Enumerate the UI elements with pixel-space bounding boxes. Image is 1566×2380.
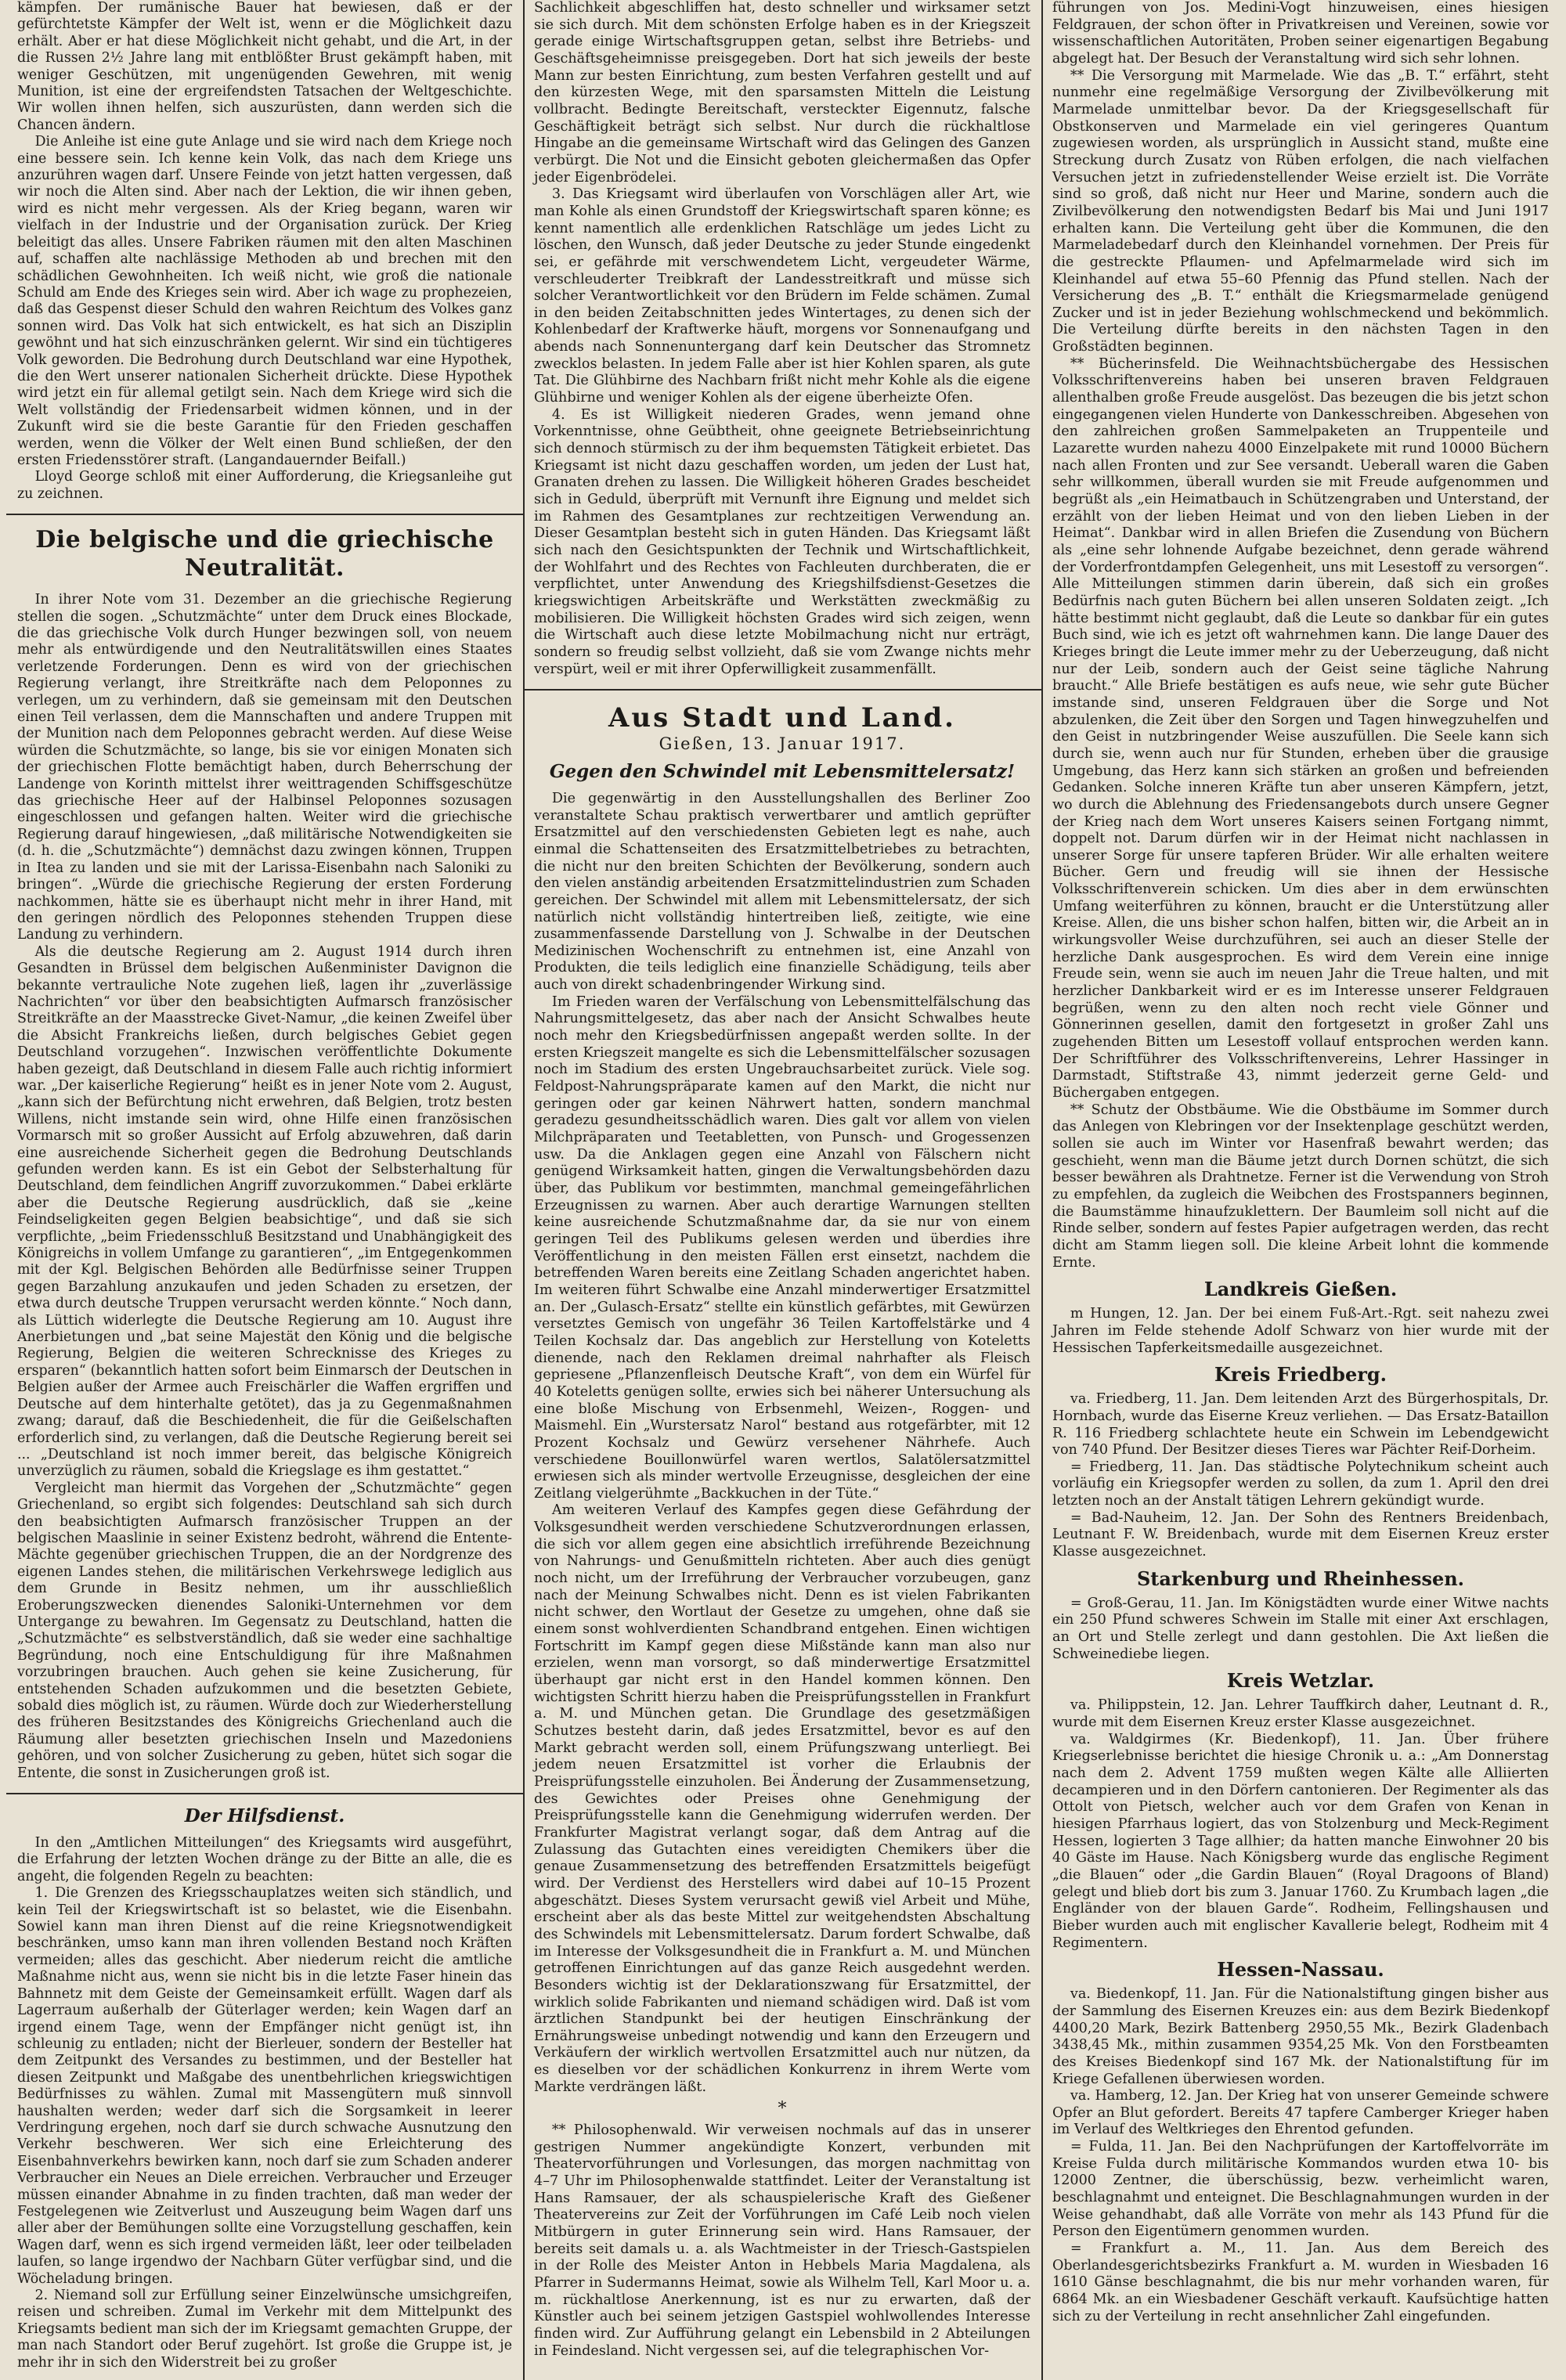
paragraph: Am weiteren Verlauf des Kampfes gegen diese Gefährdung der Volksgesundheit werden verschiedene Schutzverordnungen erlassen, die sich vor allem gegen eine absichtlich irreführende Bezeichnung von Nahrungs- und Genußmitteln richteten. Aber auch dies genügt noch nicht, um der Irreführung der Verbraucher vorzubeugen, ganz nach der Meinung Schwalbes nicht. Denn es ist vielen Fabrikanten nicht schwer, den Wortlaut der Gesetze zu umgehen, ohne daß sie einem sonst wohlverdienten Schandbrand entgehen. Einen wichtigen Fortschritt im Kampf gegen diese Mißstände kann man also nur erzielen, wenn man vorsorgt, so daß minderwertige Ersatzmittel überhaupt gar nicht erst in den Handel kommen können. Den wichtigsten Schritt hierzu haben die Preisprüfungsstellen in Frankfurt a. M. und München getan. Die Grundlage des gesetzmäßigen Schutzes besteht darin, daß jedes Ersatzmittel, bevor es auf den Markt gebracht werden soll, einem Prüfungszwang unterliegt. Bei jedem neuen Ersatzmittel ist vorher die Erlaubnis der Preisprüfungsstelle einzuholen. Bei Änderung der Zusammensetzung, des Gewichtes oder Preises ohne Genehmigung der Preisprüfungsstelle kann die Genehmigung widerrufen werden. Der Frankfurter Magistrat verlangt sogar, daß dem Antrag auf die Zulassung das Gutachten eines vereidigten Chemikers über die genaue Zusammensetzung des betreffenden Ersatzmittels beigefügt wird. Der Verdienst des Herstellers wird dabei auf 10–15 Prozent abgeschätzt. Dieses System verursacht gewiß viel Arbeit und Mühe, erscheint aber als das beste Mittel zur weitgehendsten Abschaltung des Schwindels mit Lebensmittelersatz. Darum fordert Schwalbe, daß im Interesse der Volksgesundheit die in Frankfurt a. M. und München getroffenen Einrichtungen auf das ganze Reich ausgedehnt werden. Besonders wichtig ist der Deklarationszwang für Ersatzmittel, der wirklich solide Fabrikanten und niemand schädigen wird. Daß ist vom ärztlichen Standpunkt bei der heutigen Einschränkung der Ernährungsweise unbedingt notwendig und kann den Erzeugern und Verkäufern der wirklich wertvollen Ersatzmittel auch nur nützen, da es dieselben vor der schädlichen Konkurrenz in ihrem Werte vom Markte verdrängen läßt. [534,1502,1030,2095]
paragraph: In den „Amtlichen Mitteilungen“ des Kriegsamts wird ausgeführt, die Erfahrung der letzten Wochen dränge zu der Bitte an alle, die es angeht, die folgenden Regeln zu beachten: [17,1835,512,1884]
paragraph: führungen von Jos. Medini-Vogt hinzuweisen, eines hiesigen Feldgrauen, der schon öfter in Privatkreisen und Vereinen, sowie vor wissenschaftlichen Autoritäten, Proben seiner eigenartigen Begabung abgelegt hat. Der Besuch der Veranstaltung wird sich sehr lohnen. [1052,0,1549,67]
paragraph: Als die deutsche Regierung am 2. August 1914 durch ihren Gesandten in Brüssel dem belgischen Außenminister Davignon die bekannte vertrauliche Note zugehen ließ, lagen ihr „zuverlässige Nachrichten“ vor über den beabsichtigten Aufmarsch französischer Streitkräfte an der Maasstrecke Givet-Namur, „die keinen Zweifel über die Absicht Frankreichs ließen, durch belgisches Gebiet gegen Deutschland vorzugehen“. Inzwischen veröffentlichte Dokumente haben gezeigt, daß Deutschland in diesem Falle auch richtig informiert war. „Der kaiserliche Regierung“ heißt es in jener Note vom 2. August, „kann sich der Befürchtung nicht erwehren, daß Belgien, trotz besten Willens, nicht imstande sein wird, ohne Hilfe einen französischen Vormarsch mit so großer Aussicht auf Erfolg abzuwehren, daß darin eine ausreichende Sicherheit gegen die Bedrohung Deutschlands gefunden werden kann. Es ist ein Gebot der Selbsterhaltung für Deutschland, dem feindlichen Angriff zuvorzukommen.“ Dabei erklärte aber die Deutsche Regierung ausdrücklich, daß sie „keine Feindseligkeiten gegen Belgien beabsichtige“, und daß sie sich verpflichte, „beim Friedensschluß Besitzstand und Unabhängigkeit des Königreichs in vollem Umfange zu garantieren“, „im Entgegenkommen mit der Kgl. Belgischen Behörden alle Bedürfnisse seiner Truppen gegen Barzahlung anzukaufen und jeden Schaden zu ersetzen, der etwa durch deutsche Truppen verursacht werden könnte.“ Noch dann, als Lüttich widerlegte die Deutsche Regierung am 10. August ihre Anerbietungen und „bat seine Majestät den König und die belgische Regierung, Belgien die weiteren Schrecknisse des Krieges zu ersparen“ (bekanntlich hatten sofort beim Einmarsch der Deutschen in Belgien außer der Armee auch Freischärler die Waffen ergriffen und Deutsche auf dem hinterhalte getötet), das ja zu Gegenmaßnahmen zwang; darauf, daß die Beschiedenheit, die für die Geißelschaften erforderlich sind, zu verlangen, daß die Deutsche Regierung bereit sei ... „Deutschland ist noch immer bereit, das belgische Königreich unverzüglich zu räumen, sobald die Kriegslage es ihm gestattet.“ [17,943,512,1480]
column-1 [6,0,523,2380]
paragraph: va. Waldgirmes (Kr. Biedenkopf), 11. Jan. Über frühere Kriegserlebnisse berichtet die hiesige Chronik u. a.: „Am Donnerstag nach dem 2. Advent 1759 mußten wegen Kälte alle Alliierten decampieren und in den Dörfern cantonieren. Der Regimenter als das Ottolt von Pietsch, welcher auch vor dem Grafen von Kenan in hiesigen Pfarrhaus logiert, das von Stolzenburg und Meck-Regiment Hessen, logierten 3 Tage allhier; da hatten manche Einwohner 20 bis 40 Gäste im Hause. Nach Königsberg wurde das englische Regiment „die Blauen“ oder „die Gardin Blauen“ (Royal Dragoons of Bland) gelegt und blieb dort bis zum 3. Januar 1760. Zu Krumbach lagen „die Engländer von der blauen Garde“. Rodheim, Fellingshausen und Bieber wurden auch mit englischer Kavallerie belegt, Rodheim mit 4 Regimentern. [1052,1731,1549,1951]
article-headline: Gegen den Schwindel mit Lebensmittelersatz! [549,760,1016,782]
paragraph: ** Bücherinsfeld. Die Weihnachtsbüchergabe des Hessischen Volksschriftenvereins haben bei unseren braven Feldgrauen allenthalben große Freude ausgelöst. Das bezeugen die bis jetzt schon eingegangenen vielen Hunderte von Dankesschreiben. Abgesehen von den zahlreichen großen Sammelpaketen an Truppenteile und Lazarette wurden nahezu 4000 Einzelpakete mit rund 10000 Büchern nach allen Fronten und zur See versandt. Ueberall waren die Gaben sehr willkommen, überall wurden sie mit Freude aufgenommen und begrüßt als „ein Heimatbauch in Schützengraben und Unterstand, der erzählt von der lieben Heimat und von den lieben Lieben in der Heimat“. Dankbar wird in allen Briefen die Zusendung von Büchern als „eine sehr lohnende Aufgabe bezeichnet, denn gerade während der Vorderfrontdampfen Gelegenheit, uns mit Lesestoff zu versorgen“. Alle Mitteilungen stimmen darin überein, daß sich ein großes Bedürfnis nach guten Büchern bei allen unseren Soldaten zeigt. „Ich hätte bestimmt nicht geglaubt, daß die Leute so dankbar für ein gutes Buch sind, wie ich es jetzt oft wahrnehmen kann. Die lange Dauer des Krieges bringt die Leute immer mehr zu der Ueberzeugung, daß nicht nur der Leib, sondern auch der Geist seine tägliche Nahrung braucht.“ Alle Briefe bestätigen es aufs neue, wie sehr gute Bücher imstande sind, unseren Feldgrauen über die Sorge und Not abzulenken, die Zeit über den Sorgen und Tagen hinwegzuhelfen und den Geist in nutzbringender Weise auszufüllen. Die Seele kann sich durch sie, wenn auch nur für Stunden, erheben über die grausige Umgebung, das Herz kann sich stärken an großen und befreienden Gedanken. Solche inneren Kräfte tun aber unseren Kämpfern, jetzt, wo durch die Ablehnung des Friedensangebots durch unsere Gegner der Krieg nach dem Wort unseres Kaisers seinen Fortgang nimmt, doppelt not. Darum dürfen wir in der Heimat nicht nachlassen in unserer Sorge für unsere tapferen Brüder. Wir alle erhalten weitere Bücher. Gern und freudig will sie ihnen der Hessische Volksschriftenverein schicken. Um dies aber in dem erwünschten Umfang weiterführen zu können, braucht er die Unterstützung aller Kreise. Allen, die uns bisher schon halfen, bitten wir, die Arbeit an in wirkungsvoller Weise durchzuführen, sei auch an dieser Stelle der herzliche Dank ausgesprochen. Es wird dem Verein eine innige Freude sein, wenn sie auch im neuen Jahr die Treue halten, und mit herzlicher Dankbarkeit wird er es im Interesse unserer Feldgrauen begrüßen, wenn zu den alten noch recht viele Gönner und Gönnerinnen gesellen, damit den fortgesetzt in großer Zahl uns zugehenden Bitten um Lesestoff vollauf entsprochen werden kann. Der Schriftführer des Volksschriftenvereins, Lehrer Hassinger in Darmstadt, Stiftstraße 43, nimmt jederzeit gerne Geld- und Büchergaben entgegen. [1052,355,1549,1101]
column-3 [1041,0,1560,2380]
paragraph: 3. Das Kriegsamt wird überlaufen von Vorschlägen aller Art, wie man Kohle als einen Grundstoff der Kriegswirtschaft sparen könne; es kennt namentlich alle erdenklichen Ratschläge um jedes Licht zu löschen, den Wunsch, daß jeder Deutsche zu jeder Stunde eingedenkt sei, er gefährde mit verschwendetem Licht, vergeudeter Wärme, verschleuderter Treibkraft der Landesstreitkraft und müsse sich solcher Verantwortlichkeit vor den Brüdern im Felde schämen. Zumal in den beiden Zeitabschnitten jedes Wintertages, zu denen sich der Kohlenbedarf der Kraftwerke häuft, morgens vor Sonnenaufgang und abends nach Sonnenuntergang darf kein Deutscher das Stromnetz zwecklos belasten. In jedem Falle aber ist hier Kohlen sparen, als gute Tat. Die Glühbirne des Nachbarn frißt nicht mehr Kohle als die eigene Glühbirne und weniger Kohlen als der eigene überheizte Ofen. [534,186,1030,406]
section-heading: Kreis Friedberg. [1214,1363,1387,1387]
paragraph: va. Hamberg, 12. Jan. Der Krieg hat von unserer Gemeinde schwere Opfer an Blut gefordert. Bereits 47 tapfere Camberger Krieger haben im Verlauf des Weltkrieges den Ehrentod gefunden. [1052,2088,1549,2138]
paragraph: 4. Es ist Willigkeit niederen Grades, wenn jemand ohne Vorkenntnisse, ohne Geübtheit, ohne geeignete Betriebseinrichtung sich dennoch stürmisch zu der ihm bequemsten Tätigkeit erbietet. Das Kriegsamt ist nicht dazu geschaffen worden, um jeden der Lust hat, Granaten drehen zu lassen. Die Willigkeit höheren Grades bescheidet sich in Geduld, überprüft mit Vernunft ihre Eignung und meldet sich im Rahmen des Gesamtplanes zur rechtzeitigen Verwendung an. Dieser Gesamtplan besteht sich in guten Händen. Das Kriegsamt läßt sich nach den Gesichtspunkten der Technik und Wirtschaftlichkeit, der Wohlfahrt und des Rechtes von Fachleuten durchberaten, die er verpflichtet, unter Anwendung des Kriegshilfsdienst-Gesetzes die kriegswichtigen Arbeitskräfte und Werkstätten zweckmäßig zu mobilisieren. Die Willigkeit höchsten Grades wird sich zeigen, wenn die Wirtschaft auch diese letzte Mobilmachung nicht nur erträgt, sondern so freudig selbst vollzieht, daß sie vom Zwange nichts mehr verspürt, weil er mit ihrer Opferwilligkeit zusammenfällt. [534,406,1030,677]
column-2 [523,0,1041,2380]
paragraph: 1. Die Grenzen des Kriegsschauplatzes weiten sich ständlich, und kein Teil der Kriegswirtschaft ist so belastet, wie die Eisenbahn. Sowiel kann man ihren Dienst auf die reine Kriegsnotwendigkeit beschränken, umso kann man ihren vollenden Bestand noch Kräften vermeiden; alles das geschicht. Aber niederum reicht die amtliche Maßnahme nicht aus, wenn sie nicht bis in die letzte Faser hinein das Bahnnetz mit dem Geiste der Gemeinsamkeit erfüllt. Wagen darf als Lagerraum außerhalb der Güterlager werden; kein Wagen darf an irgend einem Tage, wenn der Empfänger nicht genügt ist, ihn schleunig zu entladen; nicht der Bierleuer, sondern der Besteller hat dem Zeitpunkt des Versandes zu bestimmen, und der Besteller hat diesen Zeitpunkt und Maßgabe des unentbehrlichen kriegswichtigen Bedürfnisses zu wählen. Zumal mit Massengütern muß sinnvoll haushalten werden; weder darf sich die Sorgsamkeit in leerer Verdringung ergehen, noch darf sie durch schwache Ausnutzung den Verkehr beschweren. Wer sich eine Erleichterung des Eisenbahnverkehrs bewirken kann, noch darf sie zum Schaden anderer Verbraucher ein Neues an Diele erreichen. Verbraucher und Erzeuger müssen einander Abnahme in zu finden trachten, daß man weder der Festgelegenen wie Zeitverlust und Auszeugung beim Wagen darf uns aller aber der Bemühungen sollte eine Vorzugstellung geschaffen, kein Wagen darf, wenn es sich irgend vermeiden läßt, leer oder teilbeladen laufen, so lange irgendwo der Nachbarn Güter verfügbar sind, und die Wöcheladung bringen. [17,1885,512,2287]
paragraph: ** Philosophenwald. Wir verweisen nochmals auf das in unserer gestrigen Nummer angekündigte Konzert, verbunden mit Theatervorführungen und Vorlesungen, das morgen nachmittag von 4–7 Uhr im Philosophenwalde stattfindet. Leiter der Veranstaltung ist Hans Ramsauer, der als schauspielerische Kraft des Gießener Theatervereins zur Zeit der Vorführungen im Café Leib noch vielen Mitbürgern in guter Erinnerung sein wird. Hans Ramsauer, der bereits seit damals u. a. als Wachtmeister in der Triesch-Gastspielen in der Rolle des Meister Anton in Hebbels Maria Magdalena, als Pfarrer in Sudermanns Heimat, sowie als Wilhelm Tell, Karl Moor u. a. m. rückhaltlose Anerkennung, ist es nur zu erwarten, daß der Künstler auch bei seinem jetzigen Gastspiel wohlwollendes Interesse finden wird. Zur Aufführung gelangt ein Lebensbild in 2 Abteilungen in Feindesland. Nicht vergessen sei, auf die telegraphischen Vor- [534,2122,1030,2359]
paragraph: Die gegenwärtig in den Ausstellungshallen des Berliner Zoo veranstaltete Schau praktisch verwertbarer und amtlich geprüfter Ersatzmittel auf den verschiedensten Gebieten legt es nahe, auch einmal die Schattenseiten des Ersatzmittelbetriebes zu betrachten, die nicht nur den breiten Schichten der Bevölkerung, sondern auch den vielen anständig arbeitenden Ersatzmittelindustrien zum Schaden gereichen. Der Schwindel mit allem mit Lebensmittelersatz, der sich natürlich nicht vollständig hintertreiben ließ, zeitigte, wie eine zusammenfassende Darstellung von J. Schwalbe in der Deutschen Medizinischen Wochenschrift zu entnehmen ist, eine Anzahl von Produkten, die teils lediglich eine finanzielle Schädigung, teils aber auch von direkt schadenbringender Wirkung sind. [534,790,1030,993]
section-masthead: Aus Stadt und Land. [608,702,956,734]
section-heading: Starkenburg und Rheinhessen. [1136,1567,1465,1590]
section-heading: Hessen-Nassau. [1217,1958,1384,1982]
paragraph: Lloyd George schloß mit einer Aufforderung, die Kriegsanleihe gut zu zeichnen. [17,469,512,502]
divider [523,689,1041,691]
paragraph: va. Biedenkopf, 11. Jan. Für die Nationalstiftung gingen bisher aus der Sammlung des Eisernen Kreuzes ein: aus dem Bezirk Biedenkopf 4400,20 Mark, Bezirk Battenberg 2950,55 Mk., Bezirk Gladenbach 3438,45 Mk., mithin zusammen 9354,25 Mk. Von den Forstbeamten des Kreises Biedenkopf sind 167 Mk. der Nationalstiftung für im Kriege Gefallenen überwiesen worden. [1052,1986,1549,2087]
divider [6,1793,523,1794]
paragraph: = Friedberg, 11. Jan. Das städtische Polytechnikum scheint auch vorläufig ein Kriegsopfer werden zu sollen, da zum 1. April den drei letzten noch an der Anstalt tätigen Lehrern gekündigt wurde. [1052,1459,1549,1509]
paragraph: = Fulda, 11. Jan. Bei den Nachprüfungen der Kartoffelvorräte im Kreise Fulda durch militärische Kommandos wurden etwa 10- bis 12000 Zentner, die überschüssig, bezw. verheimlicht waren, beschlagnahmt und enteignet. Die Beschlagnahmungen wurden in der Weise gehandhabt, daß alle Vorräte von mehr als 143 Pfund für die Person den Eigentümern genommen wurden. [1052,2139,1549,2240]
paragraph: 2. Niemand soll zur Erfüllung seiner Einzelwünsche umsichgreifen, reisen und schreiben. Zumal im Verkehr mit dem Mittelpunkt des Kriegsamts bedient man sich der im Kriegsamt gemachten Gruppe, der man nach Standort oder Beruf zugehört. Ist große die Gruppe ist, je mehr ihr in sich den Widerstreit bei zu großer [17,2288,512,2371]
article-headline: Der Hilfsdienst. [184,1805,345,1827]
paragraph: va. Friedberg, 11. Jan. Dem leitenden Arzt des Bürgerhospitals, Dr. Hornbach, wurde das Eiserne Kreuz verliehen. — Das Ersatz-Bataillon R. 116 Friedberg schlachtete heute ein Schwein im Lebendgewicht von 740 Pfund. Der Besitzer dieses Tieres war Pächter Reif-Dorheim. [1052,1391,1549,1459]
paragraph: m Hungen, 12. Jan. Der bei einem Fuß-Art.-Rgt. seit nahezu zwei Jahren im Felde stehende Adolf Schwarz von hier wurde mit der Hessischen Tapferkeitsmedaille ausgezeichnet. [1052,1306,1549,1356]
dateline: Gießen, 13. Januar 1917. [659,734,906,754]
paragraph: Die Anleihe ist eine gute Anlage und sie wird nach dem Kriege noch eine bessere sein. Ich kenne kein Volk, das nach dem Kriege uns anzurühren wagen darf. Unsere Feinde von jetzt hatten vergessen, daß wir noch die Alten sind. Aber nach der Lektion, die wir ihnen geben, wird es nicht mehr vergessen. Als der Krieg begann, waren wir vielfach in der Industrie und der Organisation zurück. Der Krieg beleitigt das alles. Unsere Fabriken räumen mit den alten Maschinen auf, schaffen alte nachlässige Methoden ab und brechen mit den schädlichen Gewohnheiten. Ich weiß nicht, wie groß die nationale Schuld am Ende des Krieges sein wird. Aber ich wage zu prophezeien, daß das Gespenst dieser Schuld den wahren Reichtum des Volkes ganz sonnen wird. Das Volk hat sich entwickelt, es hat sich an Disziplin gewöhnt und hat sich einzuschränken gelernt. Wir sind ein tüchtigeres Volk geworden. Die Bedrohung durch Deutschland war eine Hypothek, die den Wert unserer nationalen Sicherheit drückte. Diese Hypothek wird jetzt ein für allemal getilgt sein. Nach dem Kriege wird sich die Welt vollständig der Friedensarbeit widmen können, und in der Zukunft wird sie die beste Garantie für den Frieden geschaffen werden, wenn die Völker der Welt einen Bund schließen, der den ersten Friedensstörer straft. (Langandauernder Beifall.) [17,134,512,468]
paragraph: Vergleicht man hiermit das Vorgehen der „Schutzmächte“ gegen Griechenland, so ergibt sich folgendes: Deutschland sah sich durch den beabsichtigten Aufmarsch französischer Truppen an der belgischen Maaslinie in seiner Existenz bedroht, während die Entente-Mächte gegenüber griechischen Truppen, die an der Nordgrenze des eigenen Landes stehen, die militärischen Verkehrswege lediglich aus dem Grunde in Besitz nehmen, um ihr ausschließlich Eroberungszwecken dienendes Saloniki-Unternehmen vor dem Untergange zu bewahren. Im Gegensatz zu Deutschland, hatten die „Schutzmächte“ es selbstverständlich, daß sie weder eine sachhaltige Begründung, noch eine Entschuldigung für ihre Maßnahmen vorzubringen brauchen. Auch gehen sie keine Zusicherung, für entstehenden Schaden aufzukommen und die besetzten Gebiete, sobald dies möglich ist, zu räumen. Würde doch zur Wiederherstellung des früheren Besitzstandes des Königreichs Griechenland auch die Räumung aller besetzten griechischen Inseln und Mazedoniens gehören, und von solcher Zusicherung zu geben, hütet sich sogar die Entente, die sonst in Zusicherungen groß ist. [17,1480,512,1781]
divider [6,514,523,515]
paragraph: = Bad-Nauheim, 12. Jan. Der Sohn des Rentners Breidenbach, Leutnant F. W. Breidenbach, wurde mit dem Eisernen Kreuz erster Klasse ausgezeichnet. [1052,1509,1549,1560]
paragraph: ** Schutz der Obstbäume. Wie die Obstbäume im Sommer durch das Anlegen von Klebringen vor der Insektenplage geschützt werden, sollen sie auch im Winter vor Hasenfraß bewahrt werden; das geschieht, wenn man die Bäume jetzt durch Dornen schützt, die sich besser bewähren als Drahtnetze. Ferner ist die Verwendung von Stroh zu empfehlen, da zugleich die Weibchen des Frostspanners beginnen, die Baumstämme hinaufzuklettern. Der Baumleim soll nicht auf die Rinde selber, sondern auf festes Papier aufgetragen werden, das recht dicht am Stamm liegen soll. Die kleine Arbeit lohnt die kommende Ernte. [1052,1102,1549,1271]
section-heading: Kreis Wetzlar. [1226,1669,1375,1693]
paragraph: Sachlichkeit abgeschliffen hat, desto schneller und wirksamer setzt sie sich durch. Mit dem schönsten Erfolge haben es in der Kriegszeit gerade einige Wirtschaftsgruppen getan, selbst ihre Betriebs- und Geschäftsgeheimnisse preisgegeben. Dort hat sich jeweils der beste Mann zur besten Einrichtung, zum besten Verfahren gestellt und auf den kürzesten Wege, mit den sparsamsten Mitteln die Leistung vollbracht. Bedingte Bereitschaft, versteckter Eigennutz, falsche Geschäftigkeit beträgt sich selbst. Nur durch die rückhaltlose Hingabe an die gemeinsame Wirtschaft wird das Gelingen des Ganzen verbürgt. Die Not und die Einsicht geboten gleichermaßen das Opfer jeder Eigenbrödelei. [534,0,1030,186]
section-heading: Landkreis Gießen. [1203,1278,1398,1301]
paragraph: ** Die Versorgung mit Marmelade. Wie das „B. T.“ erfährt, steht nunmehr eine regelmäßige Versorgung der Zivilbevölkerung mit Marmelade unmittelbar bevor. Da der Kriegsgesellschaft für Obstkonserven und Marmelade ein viel geringeres Quantum zugewiesen worden, als ursprünglich in Aussicht stand, mußte eine Streckung durch Zusatz von Rüben erfolgen, die nach vielfachen Versuchen jetzt in zufriedenstellender Weise erzielt ist. Die Vorräte sind so groß, daß nicht nur Heer und Marine, sondern auch die Zivilbevölkerung den notwendigsten Bedarf bis Mai und Juni 1917 erhalten kann. Die Verteilung geht über die Kommunen, die den Marmeladebedarf durch den Kleinhandel vornehmen. Der Preis für die gestreckte Pflaumen- und Apfelmarmelade wird sich im Kleinhandel auf etwa 55–60 Pfennig das Pfund stellen. Nach der Versicherung des „B. T.“ enthält die Kriegsmarmelade genügend Zucker und ist in jeder Beziehung wohlschmeckend und bekömmlich. Die Verteilung dürfte bereits in den nächsten Tagen in den Großstädten beginnen. [1052,67,1549,355]
paragraph: In ihrer Note vom 31. Dezember an die griechische Regierung stellen die sogen. „Schutzmächte“ unter dem Druck eines Blockade, die das griechische Volk durch Hunger bezwingen soll, von neuem mehr als entwürdigende und den Neutralitätswillen eines Staates verletzende Forderungen. Denn es wird von der griechischen Regierung verlangt, ihre Streitkräfte nach dem Peloponnes zu verlegen, um zu verhindern, daß sie gemeinsam mit den Deutschen einen Teil verlassen, dem die Mannschaften und andere Truppen mit der Munition nach dem Peloponnes gebracht werden. Auf diese Weise würden die Schutzmächte, so lange, bis sie vor einigen Monaten sich der griechischen Flotte bemächtigt haben, durch Beherrschung der Landenge von Korinth mittelst ihrer weittragenden Schiffsgeschütze das griechische Heer auf der Halbinsel Peloponnes sozusagen eingeschlossen und gefangen halten. Weiter wird die griechische Regierung darauf hingewiesen, „daß militärische Notwendigkeiten sie (d. h. die „Schutzmächte“) demnächst dazu zwingen können, Truppen in Itea zu landen und sie mit der Larissa-Eisenbahn nach Saloniki zu bringen“. „Würde die griechische Regierung der ersten Forderung nachkommen, hätte sie es überhaupt nicht mehr in ihrer Hand, mit den geringen nördlich des Peloponnes stehenden Truppen diese Landung zu verhindern. [17,592,512,943]
section-star: * [778,2099,787,2119]
paragraph: = Frankfurt a. M., 11. Jan. Aus dem Bereich des Oberlandesgerichtsbezirks Frankfurt a. M. wurden in Wiesbaden 16 1610 Gänse beschlagnahmt, die bis nur mehr vorhanden waren, für 6864 Mk. an ein Wiesbadener Geschäft verkauft. Kaufsüchtige hatten sich zu der Verteilung in recht ansehnlicher Zahl eingefunden. [1052,2241,1549,2324]
article-headline: Die belgische und die griechische Neutralität. [35,526,494,582]
paragraph: va. Philippstein, 12. Jan. Lehrer Tauffkirch daher, Leutnant d. R., wurde mit dem Eisernen Kreuz erster Klasse ausgezeichnet. [1052,1697,1549,1731]
paragraph: kämpfen. Der rumänische Bauer hat bewiesen, daß er der gefürchtetste Kämpfer der Welt ist, wenn er die Möglichkeit dazu erhält. Aber er hat diese Möglichkeit nicht gehabt, und die Art, in der die Russen 2½ Jahre lang mit entblößter Brust gekämpft haben, mit weniger Geschützen, mit ungenügenden Gewehren, mit wenig Munition, ist eine der ergreifendsten Tatsachen der Weltgeschichte. Wir wollen ihnen helfen, sich auszurüsten, dann werden sich die Chancen ändern. [17,0,512,133]
paragraph: = Groß-Gerau, 11. Jan. Im Königstädten wurde einer Witwe nachts ein 250 Pfund schweres Schwein im Stalle mit einer Axt erschlagen, an Ort und Stelle zerlegt und dann gestohlen. Die Axt ließen die Schweinediebe liegen. [1052,1595,1549,1662]
paragraph: Im Frieden waren der Verfälschung von Lebensmittelfälschung das Nahrungsmittelgesetz, das aber nach der Ansicht Schwalbes heute noch mehr den Kriegsbedürfnissen angepaßt werden sollte. In der ersten Kriegszeit mangelte es sich die Lebensmittelfälscher sozusagen noch im Stadium des ersten Ungebrauchsarbeitet zurück. Viele sog. Feldpost-Nahrungspräparate kamen auf den Markt, die nicht nur geringen oder gar keinen Nährwert hatten, sondern manchmal geradezu gesundheitsschädlich waren. Dies galt vor allem von vielen Milchpräparaten und Teetabletten, von Punsch- und Grogessenzen usw. Da die Anklagen gegen eine Anzahl von Fälschern nicht genügend Wirksamkeit hatten, gingen die Verwaltungsbehörden dazu über, das Publikum vor bestimmten, manchmal gemeingefährlichen Erzeugnissen zu warnen. Aber auch derartige Warnungen stellten keine ausreichende Schutzmaßnahme dar, da sie nur von einem geringen Teil des Publikums gelesen werden und überdies ihre Veröffentlichung in den meisten Fällen erst einsetzt, nachdem die betreffenden Waren bereits eine Zeitlang Schaden angerichtet haben. Im weiteren führt Schwalbe eine Anzahl minderwertiger Ersatzmittel an. Der „Gulasch-Ersatz“ stellte ein künstlich gefärbtes, mit Gewürzen versetztes Gemisch von ungefähr 36 Teilen Kartoffelstärke und 4 Teilen Kochsalz dar. Das angeblich zur Herstellung von Koteletts dienende, nach den Reklamen dreimal nahrhafter als Fleisch gepriesene „Pflanzenfleisch Deutsche Kraft“, von dem ein Würfel für 40 Koteletts genügen sollte, erwies sich bei näherer Untersuchung als eine bloße Mischung von Erbsenmehl, Weizen-, Roggen- und Maismehl. Ein „Wurstersatz Narol“ bestand aus rotgefärbter, mit 12 Prozent Kochsalz und Gewürz versehener Nährhefe. Auch verschiedene Bouillonwürfel waren wertlos, Salatölersatzmittel erwiesen sich als minder wertvolle Erzeugnisse, desgleichen der eine Zeitlang vielgerühmte „Backkuchen in der Tüte.“ [534,993,1030,1502]
